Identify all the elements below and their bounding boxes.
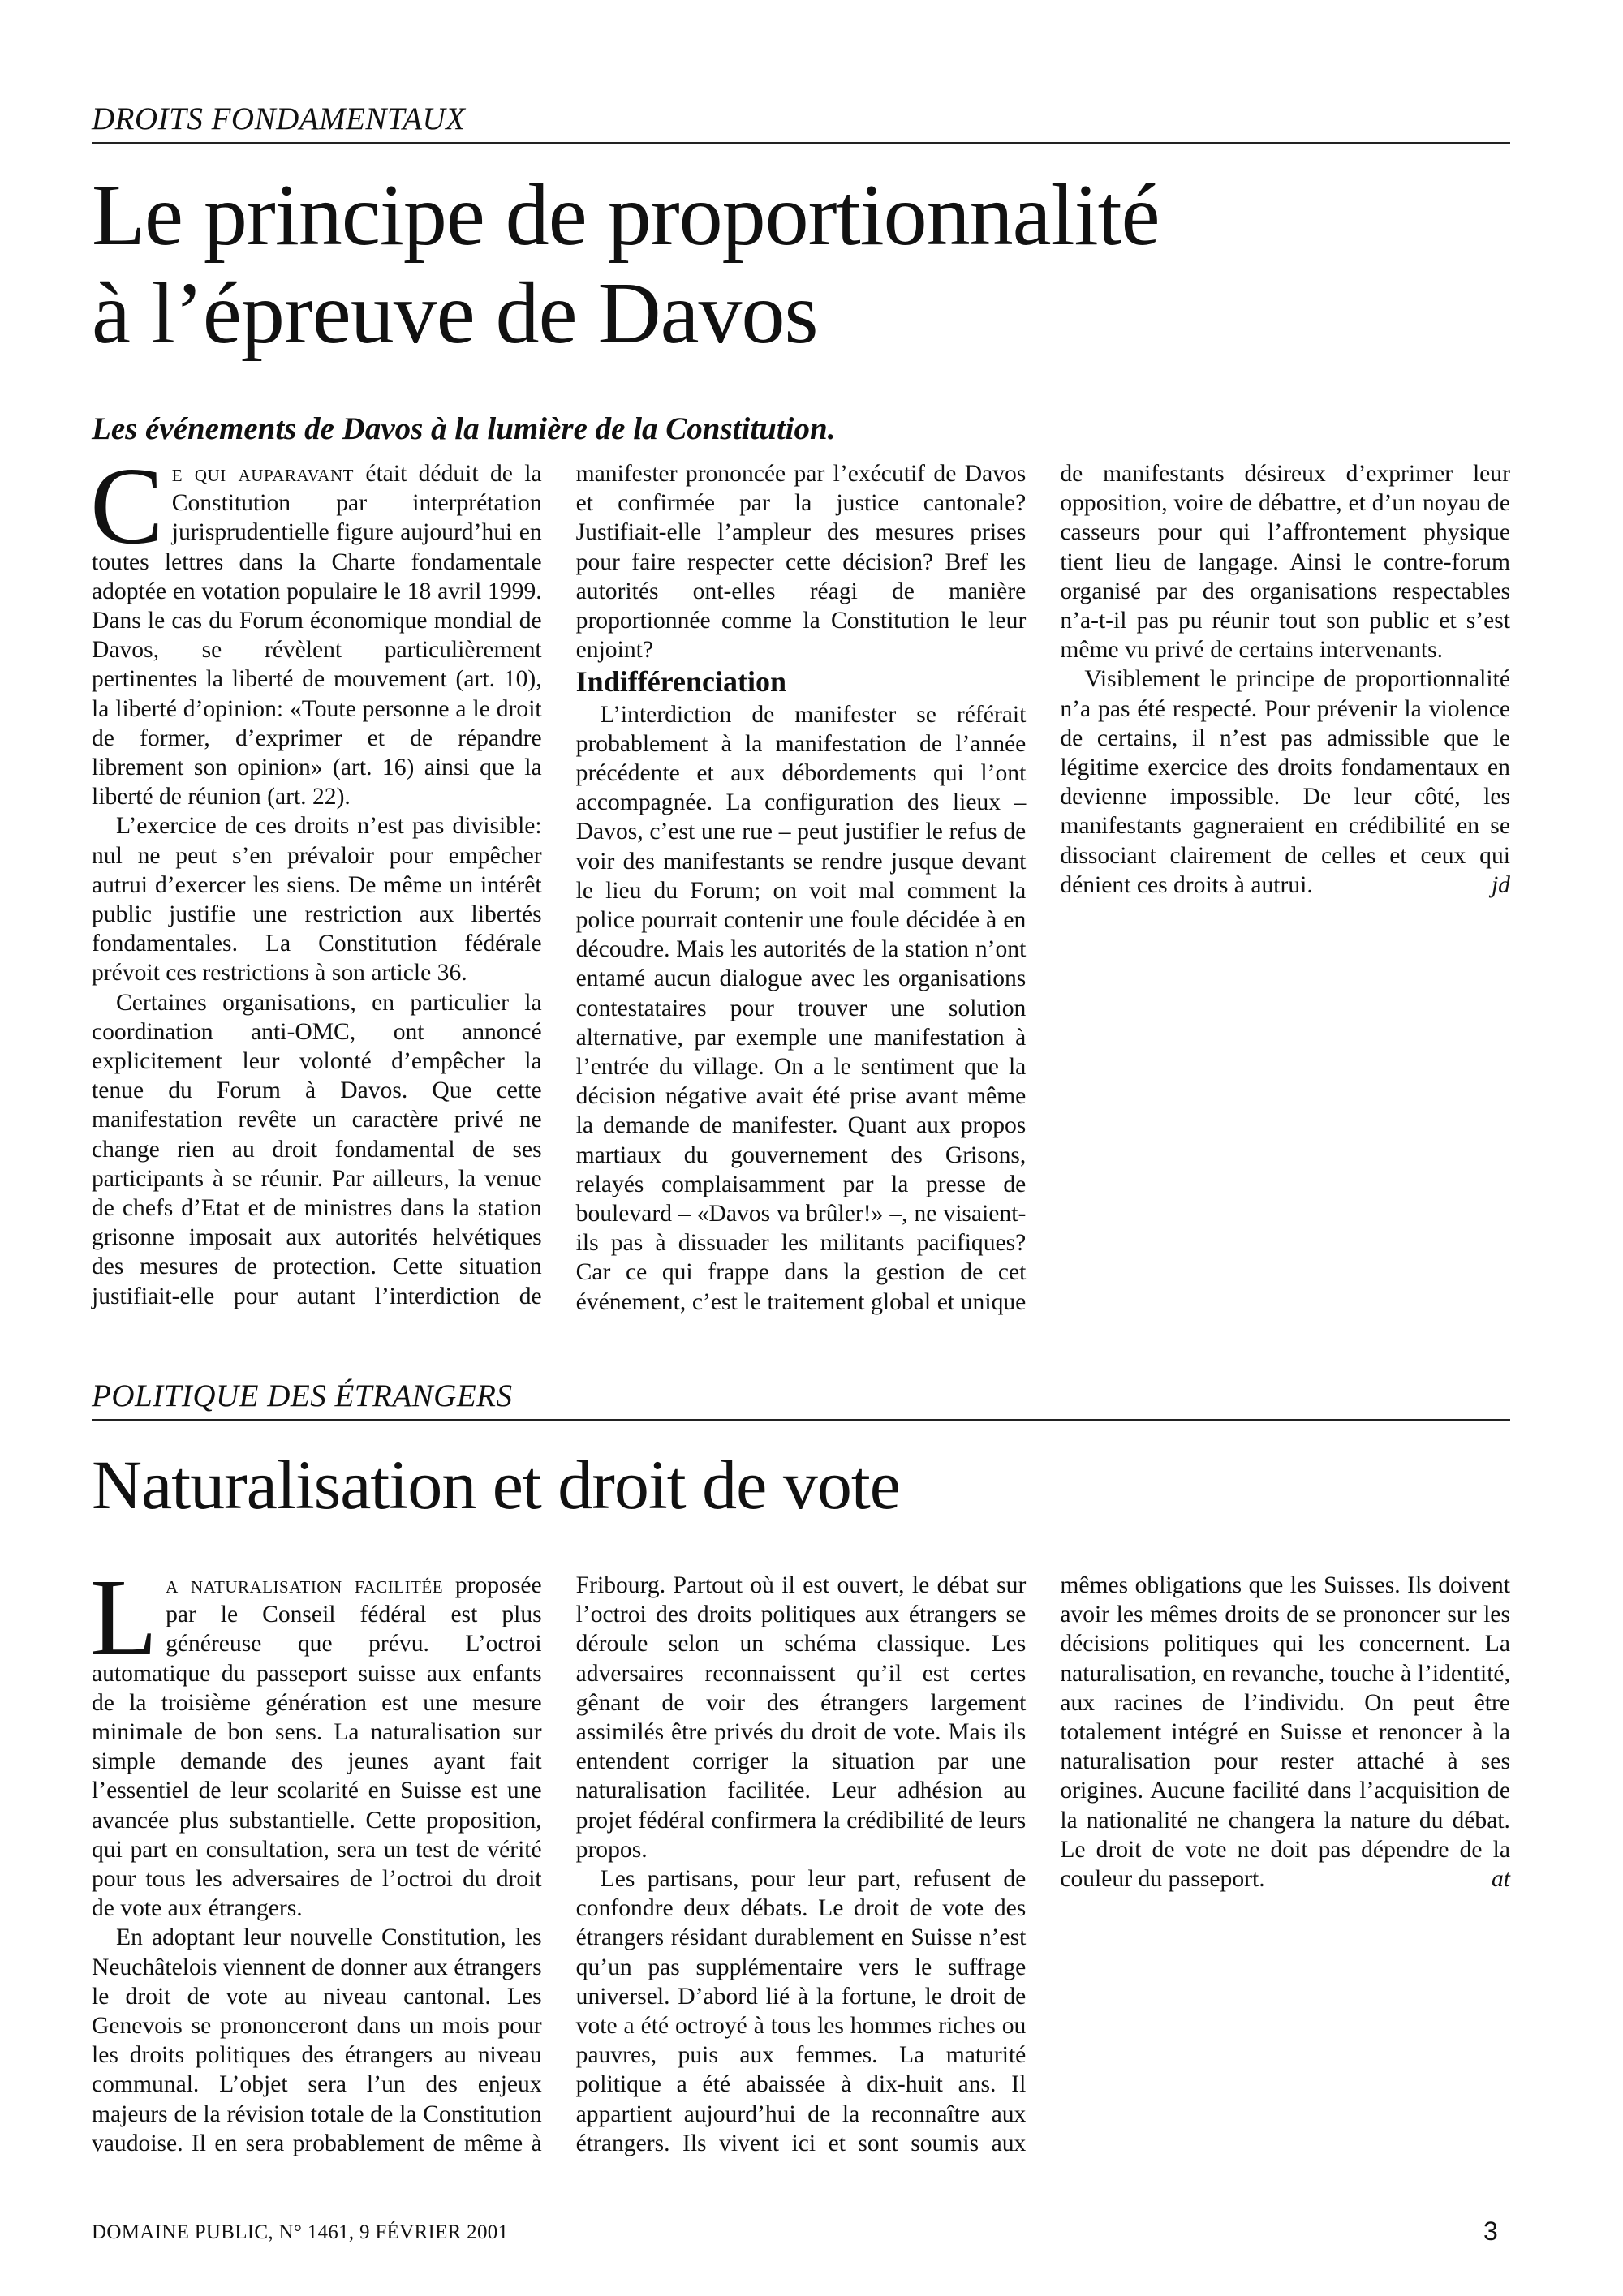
article1-lead-text: était déduit de la Constitution par interprétation jurisprudentielle figure aujourd’hui en toutes lettres dans la Charte fondamentale adoptée en votation populaire le 18 avril 1999. Dans le cas du Forum économique mondial de Davos, se révèlent particulièrement pertinentes la liberté de mouvement (art. 10), la liberté d’opinion: «Toute personne a le droit de former, d’exprimer et de répandre librement son opinion» (art. 16) ainsi que la liberté de réunion (art. 22). bbox=[92, 461, 542, 810]
article1-paragraph-5-text: Visiblement le principe de proportionnalité n’a pas été respecté. Pour prévenir la violence de certains, il n’est pas admissible que le légitime exercice des droits fondamentaux en devienne impossible. De leur côté, les manifestants gagneraient en crédibilité en se dissociant clairement de celles et ceux qui dénient ces droits à autrui. bbox=[1060, 666, 1510, 898]
article2-signature: at bbox=[1491, 1866, 1510, 1893]
article1-headline-line2: à l’épreuve de Davos bbox=[92, 264, 818, 362]
footer-publication: DOMAINE PUBLIC, N° 1461, 9 FÉVRIER 2001 bbox=[92, 2221, 509, 2243]
article1-paragraph-1 bbox=[90, 445, 542, 811]
article2-paragraph-1 bbox=[90, 1557, 542, 1923]
article1-columns bbox=[90, 445, 1510, 1335]
article2-body bbox=[90, 1557, 1510, 2187]
article1-paragraph-5 bbox=[1060, 664, 1510, 900]
article1-paragraph-3: Certaines organisations, en particulier la coordination anti-OMC, ont annoncé explicitement leur volonté d’empêcher la tenue du Forum à Davos. Que cette manifestation revête un caractère privé ne change rien au droit fondamental de ses participants à se réunir. Par ailleurs, la venue de chefs d’Etat et de ministres dans la station grisonne imposait aux autorités helvétiques des mesures de protection. Cette situation justifiait-elle pour autant l’interdiction de manifester prononcée par l’exécutif de Davos et confirmée par la justice cantonale? Justifiait-elle l’ampleur des mesures prises pour faire respecter cette décision? Bref les autorités ont-elles réagi de manière proportionnée comme la Constitution le leur enjoint? bbox=[92, 461, 1027, 1309]
article1-signature: jd bbox=[1491, 871, 1510, 898]
article1-headline-line1: Le principe de proportionnalité bbox=[92, 167, 1160, 264]
article1-headline bbox=[92, 167, 1520, 363]
article1-subhead: Indifférenciation bbox=[575, 665, 786, 699]
article1-lede: Les événements de Davos à la lumière de la Constitution. bbox=[92, 411, 836, 446]
article1-paragraph-4: L’interdiction de manifester se référait probablement à la manifestation de l’année précédente et aux débordements qui l’ont accompagnée. La configuration des lieux – Davos, c’est une rue – peut justifier le refus de voir des manifestants se rendre jusque devant le lieu du Forum; on voit mal comment la police pourrait contenir une foule décidée à en découdre. Mais les autorités de la station n’ont entamé aucun dialogue avec les organisations contestataires pour trouver une solution alternative, par exemple une manifestation à l’entrée du village. On a le sentiment que la décision négative avait été prise avant même la demande de manifester. Quant aux propos martiaux du gouvernement des Grisons, relayés complaisamment par la presse de boulevard – «Davos va brûler!» –, ne visaient-ils pas à dissuader les militants pacifiques? Car ce qui frappe dans la gestion de cet événement, c’est le traitement global et unique de manifestants désireux d’exprimer leur opposition, voire de débattre, et d’un noyau de casseurs pour qui l’affrontement physique tient lieu de langage. Ainsi le contre-forum organisé par des organisations respectables n’a-t-il pas pu réunir tout son public et s’est même vu privé de certains intervenants. bbox=[575, 461, 1510, 1315]
article1-paragraph-2: L’exercice de ces droits n’est pas divisible: nul ne peut s’en prévaloir pour empêcher autrui d’exercer les siens. De même un intérêt public justifie une restriction aux libertés fondamentales. La Constitution fédérale prévoit ces restrictions à son article 36. bbox=[92, 813, 542, 987]
article2-lead-smallcaps: a naturalisation facilitée bbox=[166, 1572, 444, 1598]
article2-columns bbox=[90, 1557, 1510, 2187]
article2-headline: Naturalisation et droit de vote bbox=[92, 1446, 900, 1524]
article1-dropcap: C bbox=[90, 445, 164, 567]
article1-body bbox=[90, 445, 1510, 1335]
article2-lead-text: proposée par le Conseil fédéral est plus généreuse que prévu. L’octroi automatique du passeport suisse aux enfants de la troisième génération est une mesure minimale de bon sens. La naturalisation sur simple demande des jeunes ayant fait l’essentiel de leur scolarité en Suisse est une avancée plus substantielle. Cette proposition, qui part en consultation, sera un test de vérité pour tous les adversaires de l’octroi du droit de vote aux étrangers. bbox=[92, 1572, 542, 1922]
section-label-politique-etrangers: POLITIQUE DES ÉTRANGERS bbox=[92, 1379, 1510, 1421]
article2-paragraph-3-text: Les partisans, pour leur part, refusent de confondre deux débats. Le droit de vote des étrangers résidant durablement en Suisse n’est qu’un pas supplémentaire vers le suffrage universel. D’abord lié à la fortune, le droit de vote a été octroyé à tous les hommes riches ou pauvres, puis aux femmes. La maturité politique a été abaissée à dix-huit ans. Il appartient aujourd’hui de la reconnaître aux étrangers. Ils vivent ici et sont soumis aux mêmes obligations que les Suisses. Ils doivent avoir les mêmes droits de se prononcer sur les décisions politiques qui les concernent. La naturalisation, en revanche, touche à l’identité, aux racines de l’individu. On peut être totalement intégré en Suisse et renoncer à la naturalisation pour rester attaché à ses origines. Aucune facilité dans l’acquisition de la nationalité ne changera la nature du débat. Le droit de vote ne doit pas dépendre de la couleur du passeport. bbox=[575, 1572, 1510, 2156]
section-label-droits-fondamentaux: DROITS FONDAMENTAUX bbox=[92, 102, 1510, 144]
article2-paragraph-2: En adoptant leur nouvelle Constitution, les Neuchâtelois viennent de donner aux étrangers le droit de vote au niveau cantonal. Les Genevois se prononceront dans un mois pour les droits politiques des étrangers au niveau communal. L’objet sera l’un des enjeux majeurs de la révision totale de la Constitution vaudoise. Il en sera probablement de même à Fribourg. Partout où il est ouvert, le débat sur l’octroi des droits politiques aux étrangers se déroule selon un schéma classique. Les adversaires reconnaissent qu’il est certes gênant de voir des étrangers largement assimilés être privés du droit de vote. Mais ils entendent corriger la situation par une naturalisation facilitée. Leur adhésion au projet fédéral confirmera la crédibilité de leurs propos. bbox=[92, 1572, 1027, 2156]
footer-page-number: 3 bbox=[1483, 2216, 1498, 2246]
article1-lead-smallcaps: e qui auparavant bbox=[171, 461, 354, 487]
article2-dropcap: L bbox=[90, 1557, 158, 1679]
